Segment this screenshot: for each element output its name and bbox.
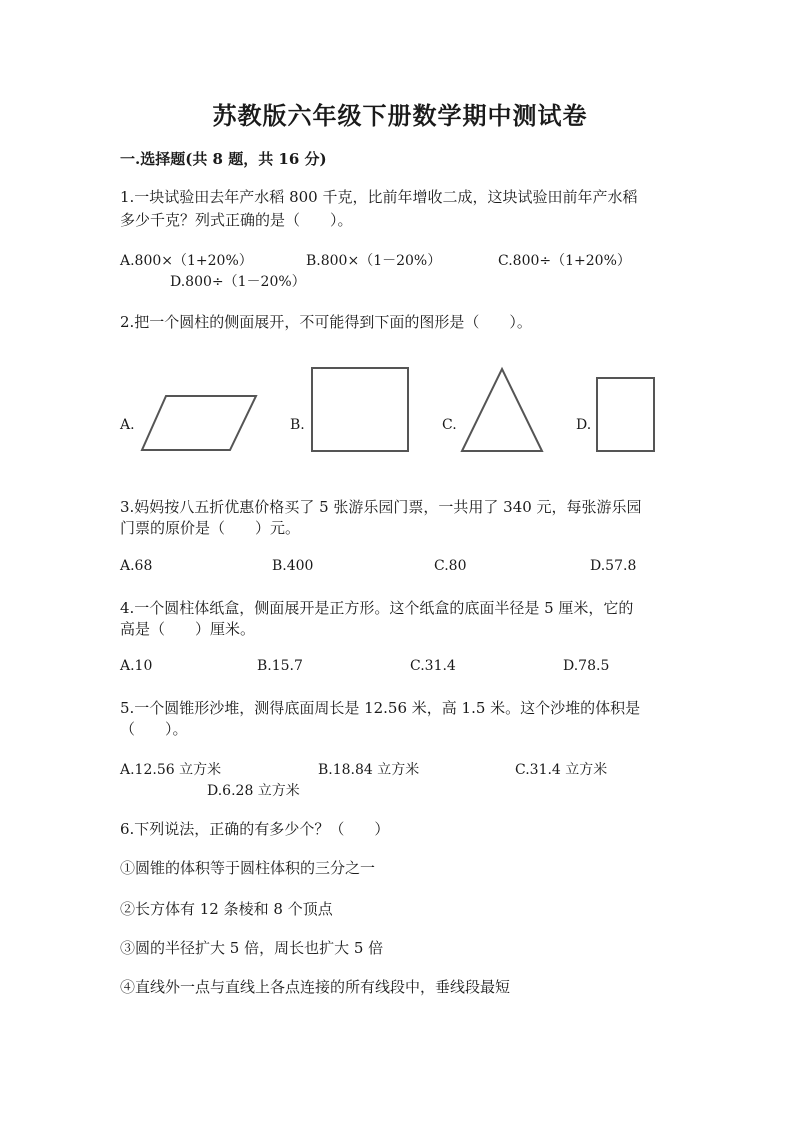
parallelogram-icon xyxy=(140,394,258,452)
question-3-option-b: B.400 xyxy=(272,558,314,574)
question-6-statement-1: ①圆锥的体积等于圆柱体积的三分之一 xyxy=(120,859,376,877)
question-6-statement-2: ②长方体有 12 条棱和 8 个顶点 xyxy=(120,900,333,918)
question-2-option-c: C. xyxy=(442,417,457,433)
question-3-option-a: A.68 xyxy=(120,558,153,574)
square-icon xyxy=(311,367,410,453)
question-4-option-a: A.10 xyxy=(120,658,153,674)
question-2-option-b: B. xyxy=(290,417,305,433)
question-2-line-1: 2.把一个圆柱的侧面展开，不可能得到下面的图形是（ ）。 xyxy=(120,313,532,331)
question-6-statement-4: ④直线外一点与直线上各点连接的所有线段中，垂线段最短 xyxy=(120,978,511,996)
page-title: 苏教版六年级下册数学期中测试卷 xyxy=(212,101,588,130)
question-1-option-b: B.800×（1－20%） xyxy=(306,253,442,269)
question-5-line-2: （ ）。 xyxy=(120,720,188,738)
question-3-line-1: 3.妈妈按八五折优惠价格买了 5 张游乐园门票，一共用了 340 元，每张游乐园 xyxy=(120,498,642,516)
question-1-option-a: A.800×（1+20%） xyxy=(120,253,253,269)
question-1-option-c: C.800÷（1+20%） xyxy=(498,253,631,269)
question-5-option-d: D.6.28 立方米 xyxy=(207,783,300,799)
question-4-option-c: C.31.4 xyxy=(410,658,456,674)
section-heading: 一.选择题(共 8 题，共 16 分) xyxy=(120,150,327,168)
question-1-option-d: D.800÷（1－20%） xyxy=(170,274,306,290)
question-4-option-b: B.15.7 xyxy=(257,658,303,674)
question-6-line-1: 6.下列说法，正确的有多少个？（ ） xyxy=(120,820,390,838)
question-4-line-1: 4.一个圆柱体纸盒，侧面展开是正方形。这个纸盒的底面半径是 5 厘米，它的 xyxy=(120,599,634,617)
question-2-option-d: D. xyxy=(576,417,592,433)
question-6-statement-3: ③圆的半径扩大 5 倍，周长也扩大 5 倍 xyxy=(120,939,384,957)
question-5-option-a: A.12.56 立方米 xyxy=(120,762,222,778)
question-5-option-b: B.18.84 立方米 xyxy=(318,762,420,778)
question-5-line-1: 5.一个圆锥形沙堆，测得底面周长是 12.56 米，高 1.5 米。这个沙堆的体积是 xyxy=(120,699,641,717)
triangle-icon xyxy=(460,367,544,453)
question-3-option-c: C.80 xyxy=(434,558,467,574)
question-3-line-2: 门票的原价是（ ）元。 xyxy=(120,519,301,537)
question-3-option-d: D.57.8 xyxy=(590,558,637,574)
rectangle-icon xyxy=(596,377,656,453)
question-4-option-d: D.78.5 xyxy=(563,658,610,674)
question-1-line-2: 多少千克？列式正确的是（ ）。 xyxy=(120,211,353,229)
question-5-option-c: C.31.4 立方米 xyxy=(515,762,608,778)
question-1-line-1: 1.一块试验田去年产水稻 800 千克，比前年增收二成，这块试验田前年产水稻 xyxy=(120,188,638,206)
question-4-line-2: 高是（ ）厘米。 xyxy=(120,620,256,638)
question-2-option-a: A. xyxy=(120,417,135,433)
